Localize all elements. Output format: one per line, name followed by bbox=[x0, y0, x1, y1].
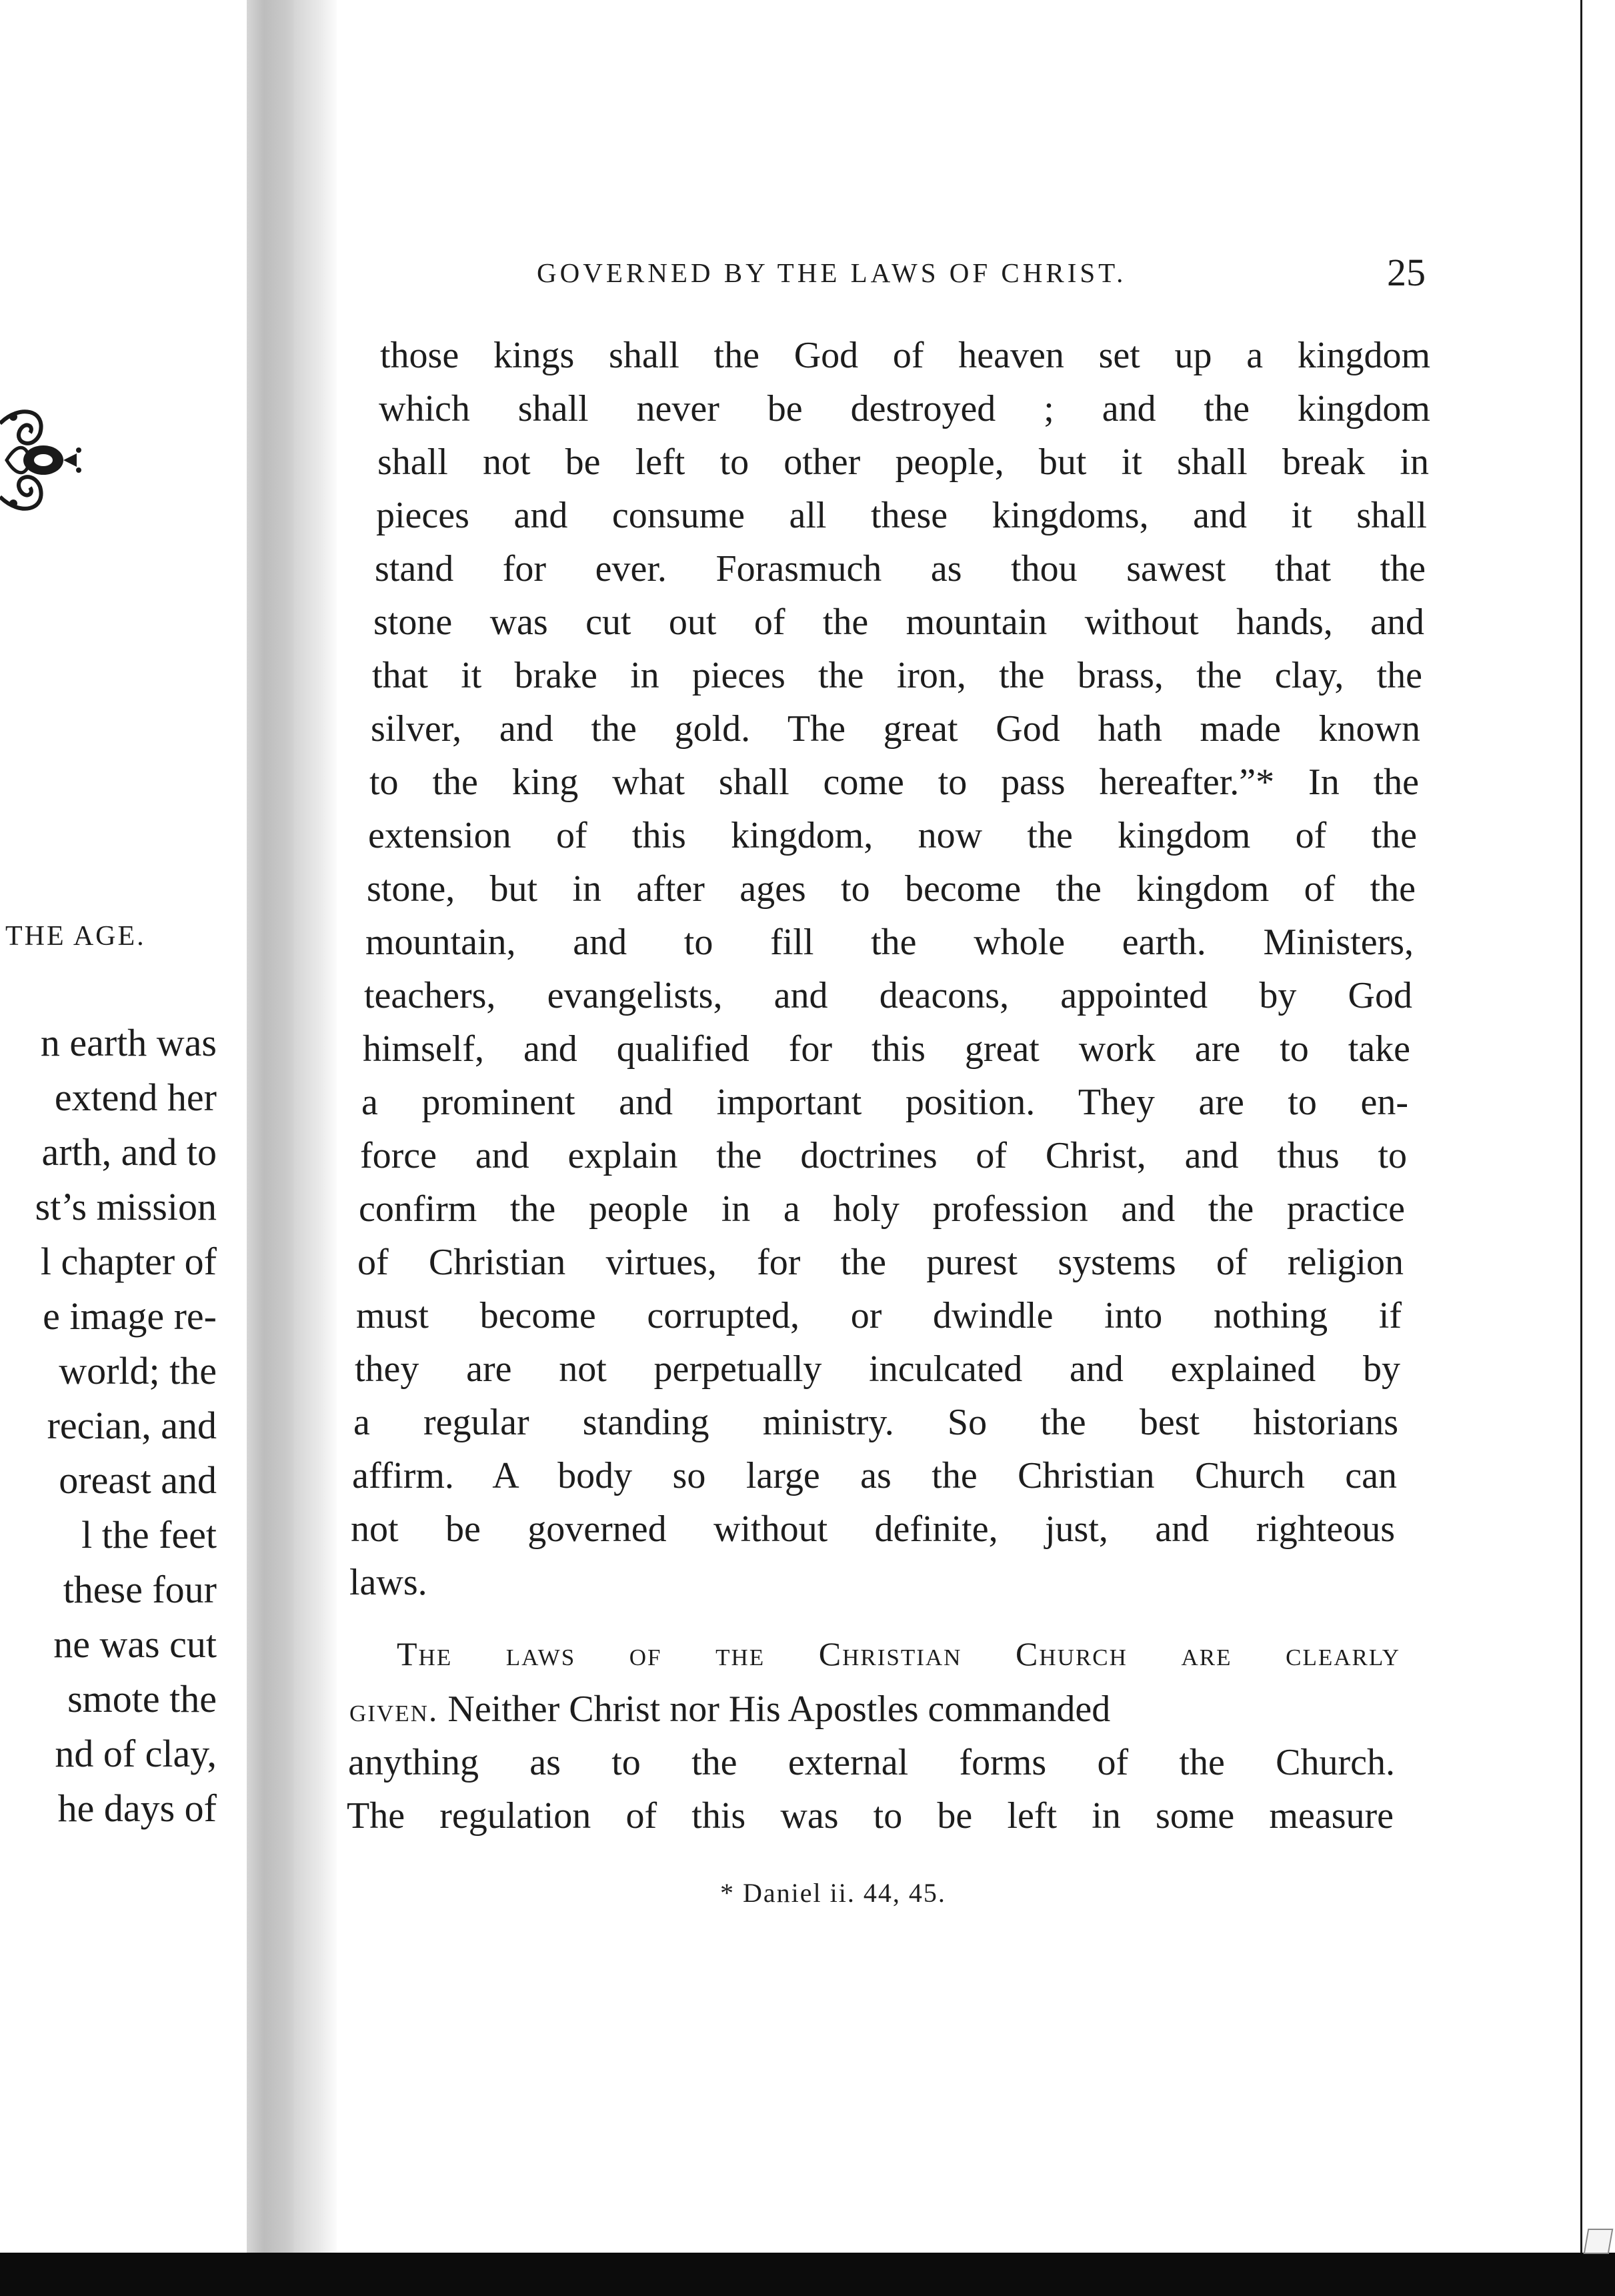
paragraph-line-rest: Neither Christ nor His Apostles commanded bbox=[447, 1688, 1111, 1730]
footnote: * Daniel ii. 44, 45. bbox=[720, 1878, 946, 1908]
left-text-line: st’s mission bbox=[35, 1185, 217, 1228]
body-text-line: stand for ever. Forasmuch as thou sawest that the bbox=[375, 548, 1426, 590]
left-text-line: ne was cut bbox=[53, 1622, 217, 1666]
body-text-line: those kings shall the God of heaven set up a kingdom bbox=[380, 335, 1430, 376]
body-text-line: a regular standing ministry. So the best historians bbox=[353, 1402, 1398, 1443]
body-text-line: himself, and qualified for this great work are to take bbox=[363, 1028, 1410, 1070]
gutter-edge bbox=[293, 0, 340, 2254]
body-text-line: which shall never be destroyed ; and the kingdom bbox=[379, 388, 1430, 429]
body-text-line: of Christian virtues, for the purest systems of religion bbox=[357, 1242, 1404, 1283]
body-text-line: shall not be left to other people, but it shall break in bbox=[377, 441, 1429, 483]
body-text-line: mountain, and to fill the whole earth. Ministers, bbox=[365, 922, 1414, 963]
paragraph-lead-smallcaps: The laws of the Christian Church are clearly bbox=[397, 1635, 1400, 1672]
body-text-line: extension of this kingdom, now the kingdom of the bbox=[368, 815, 1417, 856]
left-text-line: extend her bbox=[54, 1076, 217, 1119]
body-text-line bbox=[349, 1690, 1110, 1728]
body-text-line: The regulation of this was to be left in some measure bbox=[347, 1795, 1394, 1837]
body-text-line: stone was cut out of the mountain without hands, and bbox=[373, 602, 1424, 643]
body-text-line: must become corrupted, or dwindle into nothing if bbox=[356, 1295, 1402, 1336]
left-text-line: these four bbox=[63, 1568, 217, 1611]
left-text-line: recian, and bbox=[47, 1404, 217, 1447]
paragraph-lead-continued: given. bbox=[349, 1691, 439, 1729]
left-text-line: he days of bbox=[57, 1787, 217, 1830]
page-number: 25 bbox=[1387, 251, 1426, 294]
body-text-line: confirm the people in a holy profession and the practice bbox=[359, 1188, 1405, 1230]
body-text-line: laws. bbox=[349, 1562, 427, 1603]
left-text-line: n earth was bbox=[40, 1021, 217, 1064]
left-text-line: smote the bbox=[67, 1677, 217, 1720]
body-text-line: affirm. A body so large as the Christian Church can bbox=[352, 1455, 1397, 1496]
left-text-line: nd of clay, bbox=[55, 1732, 217, 1775]
running-head: GOVERNED BY THE LAWS OF CHRIST. bbox=[537, 257, 1127, 288]
page-edge bbox=[1580, 0, 1609, 2254]
left-text-line: e image re- bbox=[43, 1294, 217, 1338]
body-text-line: force and explain the doctrines of Christ, and thus to bbox=[360, 1135, 1407, 1176]
fleuron-ornament-icon bbox=[0, 397, 87, 523]
body-text-line: silver, and the gold. The great God hath made known bbox=[371, 708, 1420, 750]
left-text-line: oreast and bbox=[59, 1458, 217, 1502]
body-text-line: stone, but in after ages to become the kingdom of the bbox=[367, 868, 1416, 910]
body-text-line: not be governed without definite, just, and righteous bbox=[351, 1508, 1395, 1550]
body-text-line: pieces and consume all these kingdoms, and it shall bbox=[376, 495, 1427, 536]
left-text-line: arth, and to bbox=[41, 1130, 217, 1174]
body-text-line: a prominent and important position. They are to en- bbox=[361, 1082, 1408, 1123]
left-text-line: l chapter of bbox=[40, 1240, 217, 1283]
left-text-line: world; the bbox=[59, 1349, 217, 1392]
page-corner-icon bbox=[1584, 2229, 1614, 2254]
left-page bbox=[0, 0, 257, 2254]
left-running-head: THE AGE. bbox=[5, 921, 146, 952]
left-text-line: l the feet bbox=[81, 1513, 217, 1556]
body-text-line: teachers, evangelists, and deacons, appointed by God bbox=[364, 975, 1412, 1016]
body-text-line: anything as to the external forms of the Church. bbox=[348, 1742, 1395, 1783]
scan-border bbox=[0, 2253, 1615, 2296]
body-text-line: to the king what shall come to pass hereafter.”* In the bbox=[369, 762, 1419, 803]
body-text-line: they are not perpetually inculcated and explained by bbox=[355, 1348, 1400, 1390]
body-text-line: that it brake in pieces the iron, the brass, the clay, the bbox=[372, 655, 1422, 696]
